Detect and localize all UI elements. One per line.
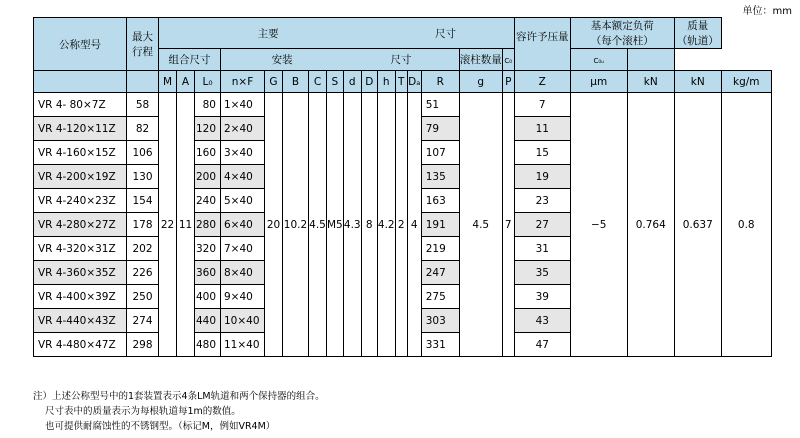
col-h: h [377, 71, 395, 93]
col-T: T [395, 71, 407, 93]
cell-Z: 15 [514, 141, 570, 165]
cell-D: 8 [361, 93, 377, 357]
cell-A: 11 [177, 93, 195, 357]
header-load-line2: （每个滚柱） [590, 35, 654, 47]
col-D: D [361, 71, 377, 93]
footnote-2: 尺寸表中的质量表示为每根轨道每1m的数值。 [45, 406, 241, 417]
cell-stroke: 82 [127, 117, 159, 141]
cell-model: VR 4-160×15Z [34, 141, 127, 165]
cell-L0: 240 [195, 189, 221, 213]
cell-Z: 23 [514, 189, 570, 213]
col-A: A [177, 71, 195, 93]
cell-C0z: 0.637 [674, 93, 721, 357]
footnotes [33, 389, 325, 434]
cell-stroke: 154 [127, 189, 159, 213]
cell-nF: 1×40 [221, 93, 265, 117]
unit-mass: kg/m [721, 71, 771, 93]
cell-R: 331 [421, 333, 459, 357]
unit-note: 单位：mm [742, 6, 792, 17]
cell-stroke: 274 [127, 309, 159, 333]
header-mass-line1: 质量 [687, 20, 709, 32]
col-P: P [502, 71, 514, 93]
footnote-1: 注）上述公称型号中的1套装置表示4条LM轨道和两个保持器的组合。 [33, 391, 325, 402]
header-dimension: 尺寸 [377, 18, 514, 49]
cell-model: VR 4-480×47Z [34, 333, 127, 357]
header-stroke-line2: 行程 [132, 46, 153, 58]
cell-model: VR 4-240×23Z [34, 189, 127, 213]
cell-Z: 11 [514, 117, 570, 141]
c0-symbol: C₀ [504, 56, 513, 65]
c0z-symbol: C₀ᵤ [593, 56, 605, 65]
header-c0z [570, 49, 627, 71]
cell-stroke: 298 [127, 333, 159, 357]
cell-L0: 200 [195, 165, 221, 189]
cell-nF: 4×40 [221, 165, 265, 189]
cell-stroke: 202 [127, 237, 159, 261]
cell-R: 247 [421, 261, 459, 285]
cell-nF: 9×40 [221, 285, 265, 309]
cell-nF: 2×40 [221, 117, 265, 141]
header-combo: 组合尺寸 [159, 49, 221, 71]
cell-Z: 27 [514, 213, 570, 237]
cell-model: VR 4-360×35Z [34, 261, 127, 285]
header-install: 安装 [221, 49, 344, 71]
cell-model: VR 4-400×39Z [34, 285, 127, 309]
cell-R: 107 [421, 141, 459, 165]
cell-g: 4.5 [459, 93, 502, 357]
cell-Z: 31 [514, 237, 570, 261]
cell-d: 4.3 [343, 93, 361, 357]
cell-L0: 280 [195, 213, 221, 237]
col-L0: L₀ [195, 71, 221, 93]
cell-M: 22 [159, 93, 177, 357]
col-S: S [327, 71, 344, 93]
col-R: R [421, 71, 459, 93]
cell-model: VR 4-120×11Z [34, 117, 127, 141]
cell-Z: 19 [514, 165, 570, 189]
cell-delta: −5 [570, 93, 627, 357]
cell-model: VR 4-200×19Z [34, 165, 127, 189]
cell-stroke: 250 [127, 285, 159, 309]
col-d: d [343, 71, 361, 93]
cell-h: 4.2 [377, 93, 395, 357]
cell-model: VR 4-440×43Z [34, 309, 127, 333]
cell-R: 163 [421, 189, 459, 213]
cell-B: 10.2 [283, 93, 309, 357]
cell-Z: 39 [514, 285, 570, 309]
cell-stroke: 106 [127, 141, 159, 165]
col-B: B [283, 71, 309, 93]
header-mass-line2: （轨道） [676, 35, 719, 47]
cell-model: VR 4-280×27Z [34, 213, 127, 237]
cell-Da: 4 [407, 93, 421, 357]
cell-L0: 120 [195, 117, 221, 141]
cell-nF: 10×40 [221, 309, 265, 333]
cell-S: M5 [327, 93, 344, 357]
cell-nF: 11×40 [221, 333, 265, 357]
cell-L0: 320 [195, 237, 221, 261]
header-preload: 容许予压量 [514, 18, 570, 71]
cell-stroke: 178 [127, 213, 159, 237]
col-stroke-unit [127, 71, 159, 93]
col-C: C [309, 71, 327, 93]
unit-delta: μm [570, 71, 627, 93]
col-model-unit [34, 71, 127, 93]
col-Da: Dₐ [407, 71, 421, 93]
cell-model: VR 4-320×31Z [34, 237, 127, 261]
cell-L0: 480 [195, 333, 221, 357]
cell-L0: 160 [195, 141, 221, 165]
cell-model: VR 4- 80×7Z [34, 93, 127, 117]
cell-Z: 7 [514, 93, 570, 117]
header-main: 主要 [159, 18, 378, 49]
cell-Z: 35 [514, 261, 570, 285]
header-model: 公称型号 [34, 18, 127, 71]
cell-Z: 47 [514, 333, 570, 357]
col-Z: Z [514, 71, 570, 93]
cell-P: 7 [502, 93, 514, 357]
header-c0 [502, 49, 514, 71]
cell-R: 191 [421, 213, 459, 237]
header-stroke-line1: 最大 [132, 31, 153, 43]
unit-c: kN [627, 71, 674, 93]
cell-nF: 8×40 [221, 261, 265, 285]
cell-nF: 6×40 [221, 213, 265, 237]
cell-R: 219 [421, 237, 459, 261]
header-load [570, 18, 674, 49]
cell-stroke: 226 [127, 261, 159, 285]
header-install-dim: 尺寸 [343, 49, 459, 71]
cell-nF: 5×40 [221, 189, 265, 213]
footnote-3: 也可提供耐腐蚀性的不锈钢型。（标记M，例如VR4M） [45, 421, 276, 432]
col-nF: n×F [221, 71, 265, 93]
cell-R: 303 [421, 309, 459, 333]
cell-stroke: 130 [127, 165, 159, 189]
table-row [34, 93, 772, 117]
col-M: M [159, 71, 177, 93]
cell-stroke: 58 [127, 93, 159, 117]
cell-L0: 80 [195, 93, 221, 117]
cell-L0: 400 [195, 285, 221, 309]
cell-mass: 0.8 [721, 93, 771, 357]
cell-L0: 440 [195, 309, 221, 333]
spec-table [33, 17, 772, 357]
header-load-line1: 基本额定负荷 [590, 20, 654, 32]
header-roller-count: 滚柱数量 [459, 49, 502, 71]
header-mass [674, 18, 721, 49]
unit-c0: kN [674, 71, 721, 93]
col-g: g [459, 71, 502, 93]
cell-C: 4.5 [309, 93, 327, 357]
cell-C0: 0.764 [627, 93, 674, 357]
cell-nF: 3×40 [221, 141, 265, 165]
cell-R: 135 [421, 165, 459, 189]
cell-G: 20 [265, 93, 283, 357]
cell-L0: 360 [195, 261, 221, 285]
cell-Z: 43 [514, 309, 570, 333]
cell-T: 2 [395, 93, 407, 357]
cell-R: 51 [421, 93, 459, 117]
col-G: G [265, 71, 283, 93]
cell-R: 79 [421, 117, 459, 141]
cell-R: 275 [421, 285, 459, 309]
header-stroke [127, 18, 159, 71]
header-mass-empty [627, 49, 674, 71]
cell-nF: 7×40 [221, 237, 265, 261]
